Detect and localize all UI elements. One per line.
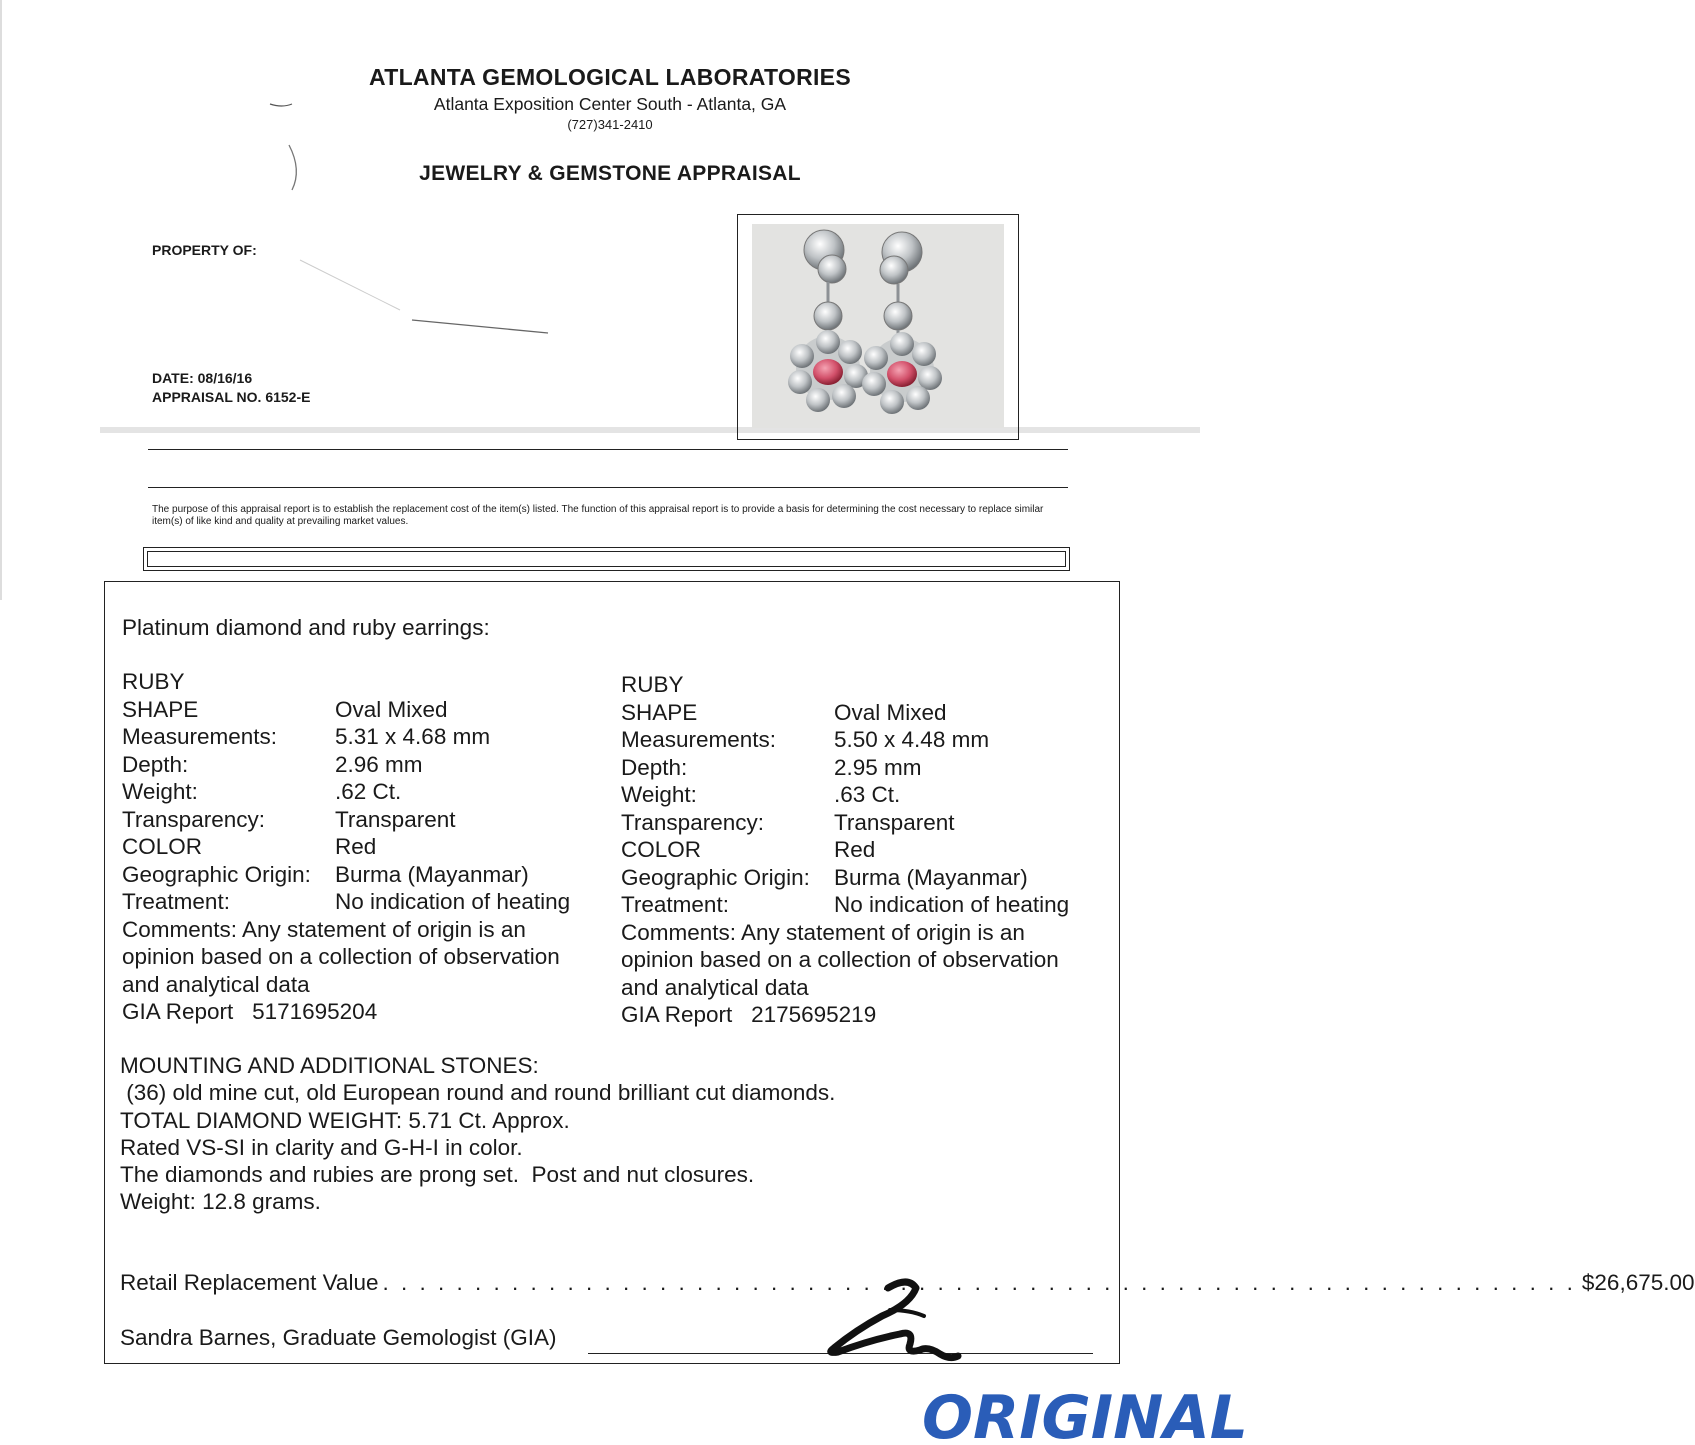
ruby-spec-right bbox=[621, 671, 1096, 1029]
gia-report: GIA Report 2175695219 bbox=[621, 1002, 877, 1027]
retail-value-label: Retail Replacement Value bbox=[120, 1270, 379, 1295]
mounting-section bbox=[120, 1052, 835, 1216]
spec-row-measurements: Measurements: 5.31 x 4.68 mm bbox=[122, 724, 491, 749]
gia-report-number: 5171695204 bbox=[252, 999, 378, 1024]
mounting-line: (36) old mine cut, old European round and round brilliant cut diamonds. bbox=[120, 1080, 836, 1106]
appraiser-name: Sandra Barnes, Graduate Gemologist (GIA) bbox=[120, 1325, 557, 1350]
lab-name: ATLANTA GEMOLOGICAL LABORATORIES bbox=[369, 64, 851, 90]
rule-line bbox=[148, 487, 1068, 488]
spec-row-measurements: Measurements: 5.50 x 4.48 mm bbox=[621, 727, 990, 752]
original-stamp bbox=[912, 1360, 1248, 1445]
mounting-line: The diamonds and rubies are prong set. Post and nut closures. bbox=[120, 1162, 755, 1188]
spec-row-origin: Geographic Origin: Burma (Mayanmar) bbox=[122, 861, 529, 887]
ruby-comments: Comments: Any statement of origin is an opinion based on a collection of observation and analytical data bbox=[122, 916, 560, 997]
rule-line bbox=[148, 449, 1068, 450]
spec-row-transparency: Transparency: Transparent bbox=[621, 809, 955, 835]
mounting-line: Rated VS-SI in clarity and G-H-I in color. bbox=[120, 1134, 523, 1160]
spec-row-treatment: Treatment: No indication of heating bbox=[621, 892, 1070, 917]
spec-row-color: COLOR Red bbox=[122, 834, 377, 859]
ruby-spec-left bbox=[122, 668, 597, 1026]
double-rule-box bbox=[143, 547, 1070, 571]
spec-row-shape: SHAPE Oval Mixed bbox=[621, 699, 947, 725]
item-title: Platinum diamond and ruby earrings: bbox=[122, 615, 490, 640]
spec-row-depth: Depth: 2.96 mm bbox=[122, 751, 423, 777]
property-of-label: PROPERTY OF: bbox=[152, 242, 257, 258]
appraisal-number: APPRAISAL NO. 6152-E bbox=[152, 389, 311, 405]
leader-dots: . . . . . . . . . . . . . . . . . . . . . . . . . . . . . . . . . . . . . . . . . . . . . . . . . . . . . . . . . . . . . . . . . bbox=[382, 1270, 1576, 1295]
earrings-photo bbox=[752, 224, 1004, 428]
original-stamp-text: ORIGINAL bbox=[922, 1383, 1248, 1445]
retail-value-amount: $26,675.00 bbox=[1581, 1270, 1695, 1295]
gia-report-number: 2175695219 bbox=[751, 1002, 877, 1027]
mounting-heading: MOUNTING AND ADDITIONAL STONES: bbox=[120, 1053, 539, 1078]
ruby-comments: Comments: Any statement of origin is an opinion based on a collection of observation and analytical data bbox=[621, 919, 1059, 1000]
spec-row-treatment: Treatment: No indication of heating bbox=[122, 889, 571, 914]
mounting-line: TOTAL DIAMOND WEIGHT: 5.71 Ct. Approx. bbox=[120, 1107, 570, 1133]
gia-report: GIA Report 5171695204 bbox=[122, 999, 378, 1024]
item-photo-frame bbox=[737, 214, 1019, 440]
date-line: DATE: 08/16/16 bbox=[152, 370, 253, 386]
purpose-statement: The purpose of this appraisal report is to establish the replacement cost of the item(s) listed. The function of this appraisal report is to provide a basis for determining the cost necessary to replace similar item(s) of like kind and quality at prevailing market values. bbox=[152, 504, 1044, 527]
spec-row-transparency: Transparency: Transparent bbox=[122, 806, 456, 832]
spec-row-weight: Weight: .63 Ct. bbox=[621, 782, 901, 807]
spec-row-shape: SHAPE Oval Mixed bbox=[122, 696, 448, 722]
lab-address: Atlanta Exposition Center South - Atlanta, GA bbox=[433, 94, 787, 114]
spec-row-depth: Depth: 2.95 mm bbox=[621, 754, 922, 780]
ruby-heading: RUBY bbox=[621, 672, 684, 697]
spec-row-origin: Geographic Origin: Burma (Mayanmar) bbox=[621, 864, 1028, 890]
lab-phone: (727)341-2410 bbox=[567, 117, 653, 132]
ruby-heading: RUBY bbox=[122, 669, 185, 694]
spec-row-color: COLOR Red bbox=[621, 837, 876, 862]
document-title: JEWELRY & GEMSTONE APPRAISAL bbox=[419, 162, 801, 185]
spec-row-weight: Weight: .62 Ct. bbox=[122, 779, 402, 804]
signature-line bbox=[120, 1325, 556, 1351]
mounting-line: Weight: 12.8 grams. bbox=[120, 1189, 321, 1215]
